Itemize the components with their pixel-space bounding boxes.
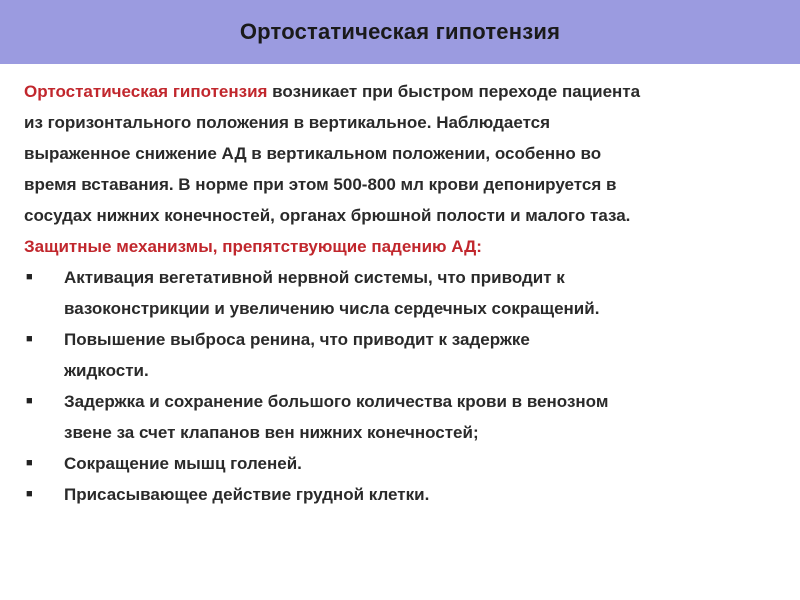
list-item-line-1: Активация вегетативной нервной системы, что приводит к [64,268,565,287]
intro-line-1: возникает при быстром переходе пациента [267,82,641,101]
square-bullet-icon: ■ [26,457,33,469]
list-item-line-2: жидкости. [64,361,149,380]
mechanisms-heading: Защитные механизмы, препятствующие падению АД: [24,237,482,256]
slide-content [24,76,774,510]
list-item [24,262,774,324]
square-bullet-icon: ■ [26,333,33,345]
list-item [24,479,774,510]
list-item [24,448,774,479]
square-bullet-icon: ■ [26,395,33,407]
mechanisms-list [24,262,774,510]
list-item-line-1: Повышение выброса ренина, что приводит к задержке [64,330,530,349]
square-bullet-icon: ■ [26,488,33,500]
list-item-line-2: звене за счет клапанов вен нижних конечностей; [64,423,479,442]
square-bullet-icon: ■ [26,271,33,283]
intro-line-4: время вставания. В норме при этом 500-800 мл крови депонируется в [24,175,617,194]
slide-title: Ортостатическая гипотензия [239,19,561,44]
intro-term: Ортостатическая гипотензия [24,82,268,101]
list-item-line-1: Присасывающее действие грудной клетки. [64,485,430,504]
intro-paragraph [24,76,774,231]
list-item [24,324,774,386]
list-item-line-2: вазоконстрикции и увеличению числа сердечных сокращений. [64,299,600,318]
list-item-line-1: Задержка и сохранение большого количества крови в венозном [64,392,609,411]
intro-line-5: сосудах нижних конечностей, органах брюшной полости и малого таза. [24,206,631,225]
list-item [24,386,774,448]
intro-line-2: из горизонтального положения в вертикальное. Наблюдается [24,113,551,132]
title-bar [0,0,800,64]
intro-line-3: выраженное снижение АД в вертикальном положении, особенно во [24,144,602,163]
list-item-line-1: Сокращение мышц голеней. [64,454,302,473]
